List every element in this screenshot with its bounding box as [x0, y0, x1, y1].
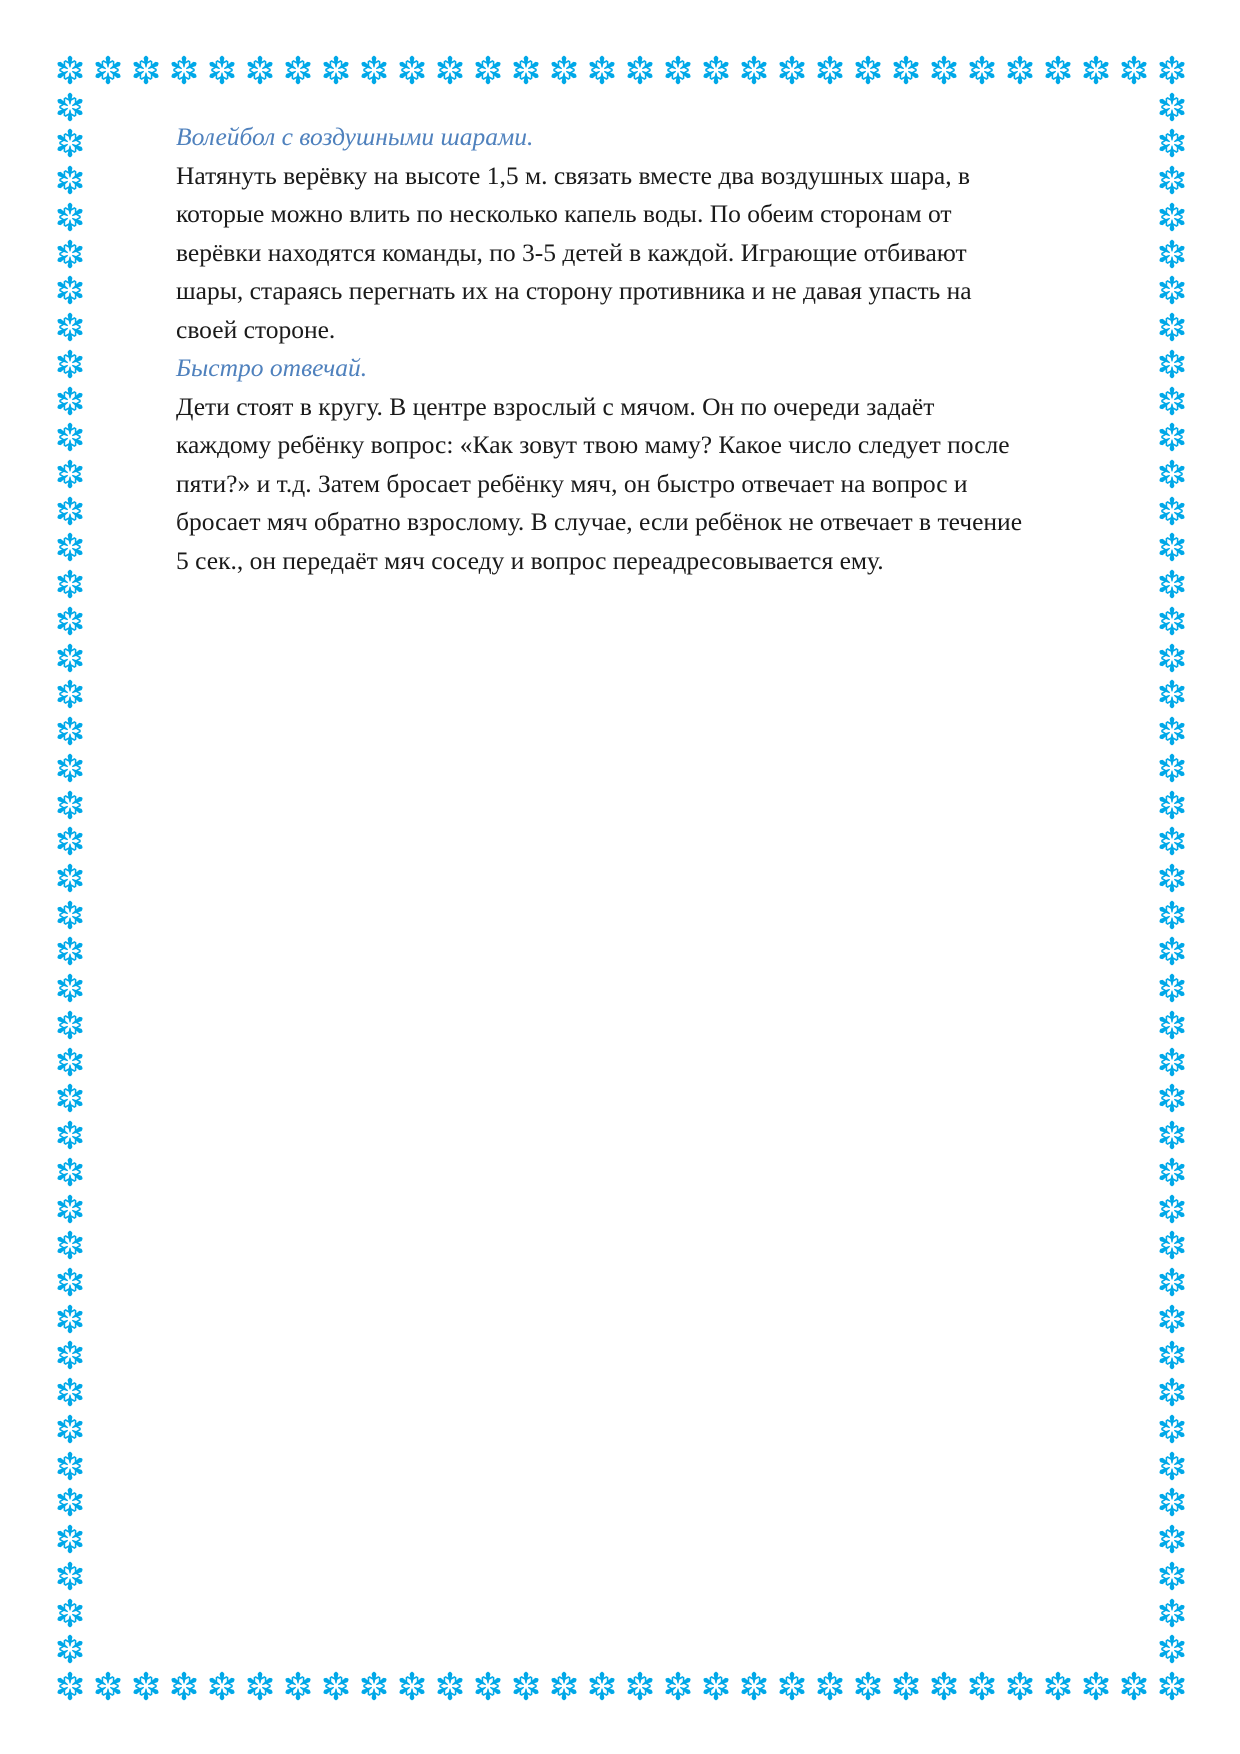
- snowflake-flower-icon: [1154, 1044, 1190, 1080]
- snowflake-flower-icon: [1154, 1301, 1190, 1337]
- snowflake-flower-icon: [52, 933, 88, 969]
- snowflake-flower-icon: [1154, 383, 1190, 419]
- snowflake-flower-icon: [546, 1668, 582, 1704]
- snowflake-flower-icon: [964, 1668, 1000, 1704]
- snowflake-flower-icon: [1154, 970, 1190, 1006]
- snowflake-flower-icon: [1154, 125, 1190, 161]
- snowflake-flower-icon: [1154, 1558, 1190, 1594]
- snowflake-flower-icon: [1154, 52, 1190, 88]
- page-content: [176, 118, 1156, 580]
- snowflake-flower-icon: [52, 309, 88, 345]
- snowflake-flower-icon: [52, 493, 88, 529]
- snowflake-flower-icon: [52, 529, 88, 565]
- snowflake-flower-icon: [52, 566, 88, 602]
- snowflake-flower-icon: [622, 1668, 658, 1704]
- snowflake-flower-icon: [128, 1668, 164, 1704]
- text-line: шары, стараясь перегнать их на сторону противника и не давая упасть на: [176, 276, 972, 305]
- snowflake-flower-icon: [1154, 309, 1190, 345]
- snowflake-flower-icon: [52, 236, 88, 272]
- snowflake-flower-icon: [1154, 89, 1190, 125]
- snowflake-flower-icon: [1154, 787, 1190, 823]
- snowflake-flower-icon: [204, 52, 240, 88]
- text-line: своей стороне.: [176, 314, 336, 344]
- text-line: которые можно влить по несколько капель воды. По обеим сторонам от: [176, 199, 952, 228]
- snowflake-flower-icon: [1154, 1191, 1190, 1227]
- snowflake-flower-icon: [1154, 1631, 1190, 1667]
- snowflake-flower-icon: [90, 1668, 126, 1704]
- snowflake-flower-icon: [470, 1668, 506, 1704]
- snowflake-flower-icon: [52, 713, 88, 749]
- snowflake-flower-icon: [1154, 456, 1190, 492]
- snowflake-flower-icon: [52, 1080, 88, 1116]
- snowflake-flower-icon: [1154, 419, 1190, 455]
- snowflake-flower-icon: [52, 787, 88, 823]
- snowflake-flower-icon: [52, 1411, 88, 1447]
- snowflake-flower-icon: [736, 52, 772, 88]
- snowflake-flower-icon: [660, 52, 696, 88]
- snowflake-flower-icon: [850, 1668, 886, 1704]
- snowflake-flower-icon: [1154, 1337, 1190, 1373]
- snowflake-flower-icon: [508, 1668, 544, 1704]
- snowflake-flower-icon: [850, 52, 886, 88]
- snowflake-flower-icon: [166, 1668, 202, 1704]
- snowflake-flower-icon: [1154, 1117, 1190, 1153]
- snowflake-flower-icon: [52, 676, 88, 712]
- snowflake-flower-icon: [736, 1668, 772, 1704]
- snowflake-flower-icon: [90, 52, 126, 88]
- snowflake-flower-icon: [1154, 1264, 1190, 1300]
- text-line: верёвки находятся команды, по 3-5 детей в каждой. Играющие отбивают: [176, 237, 967, 267]
- snowflake-flower-icon: [52, 1558, 88, 1594]
- snowflake-flower-icon: [1154, 1411, 1190, 1447]
- snowflake-flower-icon: [1154, 346, 1190, 382]
- snowflake-flower-icon: [356, 1668, 392, 1704]
- snowflake-flower-icon: [1154, 823, 1190, 859]
- snowflake-flower-icon: [1078, 1668, 1114, 1704]
- snowflake-flower-icon: [394, 52, 430, 88]
- snowflake-flower-icon: [52, 860, 88, 896]
- snowflake-flower-icon: [1154, 1154, 1190, 1190]
- snowflake-flower-icon: [1154, 199, 1190, 235]
- snowflake-flower-icon: [432, 1668, 468, 1704]
- snowflake-flower-icon: [52, 823, 88, 859]
- snowflake-flower-icon: [128, 52, 164, 88]
- snowflake-flower-icon: [1154, 933, 1190, 969]
- snowflake-flower-icon: [1154, 1007, 1190, 1043]
- snowflake-flower-icon: [1154, 1668, 1190, 1704]
- snowflake-flower-icon: [52, 1521, 88, 1557]
- snowflake-flower-icon: [166, 52, 202, 88]
- snowflake-flower-icon: [52, 1301, 88, 1337]
- snowflake-flower-icon: [1116, 1668, 1152, 1704]
- snowflake-flower-icon: [622, 52, 658, 88]
- snowflake-flower-icon: [1040, 52, 1076, 88]
- snowflake-flower-icon: [1154, 162, 1190, 198]
- snowflake-flower-icon: [1154, 1521, 1190, 1557]
- snowflake-flower-icon: [356, 52, 392, 88]
- snowflake-flower-icon: [52, 272, 88, 308]
- snowflake-flower-icon: [52, 162, 88, 198]
- snowflake-flower-icon: [584, 52, 620, 88]
- snowflake-flower-icon: [964, 52, 1000, 88]
- snowflake-flower-icon: [52, 199, 88, 235]
- snowflake-flower-icon: [546, 52, 582, 88]
- snowflake-flower-icon: [280, 52, 316, 88]
- snowflake-flower-icon: [1154, 603, 1190, 639]
- snowflake-flower-icon: [52, 383, 88, 419]
- snowflake-flower-icon: [52, 750, 88, 786]
- snowflake-flower-icon: [52, 1191, 88, 1227]
- snowflake-flower-icon: [52, 970, 88, 1006]
- snowflake-flower-icon: [52, 1595, 88, 1631]
- snowflake-flower-icon: [470, 52, 506, 88]
- text-line: 5 сек., он передаёт мяч соседу и вопрос переадресовывается ему.: [176, 545, 884, 575]
- snowflake-flower-icon: [52, 1044, 88, 1080]
- snowflake-flower-icon: [1154, 1374, 1190, 1410]
- text-line: каждому ребёнку вопрос: «Как зовут твою маму? Какое число следует после: [176, 430, 1010, 459]
- snowflake-flower-icon: [52, 89, 88, 125]
- snowflake-flower-icon: [584, 1668, 620, 1704]
- text-line: Натянуть верёвку на высоте 1,5 м. связать вместе два воздушных шара, в: [176, 160, 970, 190]
- snowflake-flower-icon: [1078, 52, 1114, 88]
- snowflake-flower-icon: [1154, 750, 1190, 786]
- snowflake-flower-icon: [1154, 897, 1190, 933]
- text-line: Дети стоят в кругу. В центре взрослый с мячом. Он по очереди задаёт: [176, 391, 935, 421]
- snowflake-flower-icon: [242, 52, 278, 88]
- snowflake-flower-icon: [52, 1374, 88, 1410]
- snowflake-flower-icon: [1116, 52, 1152, 88]
- snowflake-flower-icon: [52, 1264, 88, 1300]
- snowflake-flower-icon: [812, 52, 848, 88]
- snowflake-flower-icon: [1154, 1484, 1190, 1520]
- snowflake-flower-icon: [52, 1668, 88, 1704]
- section-body-quick-answer: [176, 388, 1156, 581]
- snowflake-flower-icon: [280, 1668, 316, 1704]
- section-body-volleyball: [176, 157, 1156, 350]
- snowflake-flower-icon: [1154, 1080, 1190, 1116]
- snowflake-flower-icon: [394, 1668, 430, 1704]
- snowflake-flower-icon: [508, 52, 544, 88]
- snowflake-flower-icon: [52, 640, 88, 676]
- snowflake-flower-icon: [698, 1668, 734, 1704]
- snowflake-flower-icon: [52, 897, 88, 933]
- snowflake-flower-icon: [52, 419, 88, 455]
- snowflake-flower-icon: [1040, 1668, 1076, 1704]
- snowflake-flower-icon: [204, 1668, 240, 1704]
- snowflake-flower-icon: [1002, 1668, 1038, 1704]
- snowflake-flower-icon: [1154, 236, 1190, 272]
- section-title-volleyball: Волейбол с воздушными шарами.: [176, 122, 534, 151]
- snowflake-flower-icon: [52, 52, 88, 88]
- snowflake-flower-icon: [1154, 566, 1190, 602]
- snowflake-flower-icon: [242, 1668, 278, 1704]
- snowflake-flower-icon: [52, 1154, 88, 1190]
- snowflake-flower-icon: [1154, 676, 1190, 712]
- snowflake-flower-icon: [1154, 1448, 1190, 1484]
- snowflake-flower-icon: [1154, 1595, 1190, 1631]
- snowflake-flower-icon: [52, 1117, 88, 1153]
- snowflake-flower-icon: [52, 456, 88, 492]
- snowflake-flower-icon: [888, 1668, 924, 1704]
- snowflake-flower-icon: [1154, 529, 1190, 565]
- snowflake-flower-icon: [318, 1668, 354, 1704]
- snowflake-flower-icon: [432, 52, 468, 88]
- snowflake-flower-icon: [812, 1668, 848, 1704]
- snowflake-flower-icon: [774, 1668, 810, 1704]
- snowflake-flower-icon: [52, 1227, 88, 1263]
- snowflake-flower-icon: [1154, 860, 1190, 896]
- section-title-quick-answer: Быстро отвечай.: [176, 353, 368, 382]
- snowflake-flower-icon: [1002, 52, 1038, 88]
- snowflake-flower-icon: [1154, 713, 1190, 749]
- snowflake-flower-icon: [926, 1668, 962, 1704]
- snowflake-flower-icon: [52, 125, 88, 161]
- text-line: пяти?» и т.д. Затем бросает ребёнку мяч, он быстро отвечает на вопрос и: [176, 468, 968, 498]
- snowflake-flower-icon: [1154, 493, 1190, 529]
- snowflake-flower-icon: [52, 1337, 88, 1373]
- snowflake-flower-icon: [1154, 640, 1190, 676]
- snowflake-flower-icon: [52, 1448, 88, 1484]
- snowflake-flower-icon: [318, 52, 354, 88]
- text-line: бросает мяч обратно взрослому. В случае, если ребёнок не отвечает в течение: [176, 507, 1023, 536]
- snowflake-flower-icon: [52, 1007, 88, 1043]
- snowflake-flower-icon: [1154, 272, 1190, 308]
- snowflake-flower-icon: [52, 1484, 88, 1520]
- snowflake-flower-icon: [774, 52, 810, 88]
- snowflake-flower-icon: [660, 1668, 696, 1704]
- snowflake-flower-icon: [698, 52, 734, 88]
- snowflake-flower-icon: [52, 346, 88, 382]
- snowflake-flower-icon: [888, 52, 924, 88]
- snowflake-flower-icon: [1154, 1227, 1190, 1263]
- snowflake-flower-icon: [52, 1631, 88, 1667]
- snowflake-flower-icon: [52, 603, 88, 639]
- snowflake-flower-icon: [926, 52, 962, 88]
